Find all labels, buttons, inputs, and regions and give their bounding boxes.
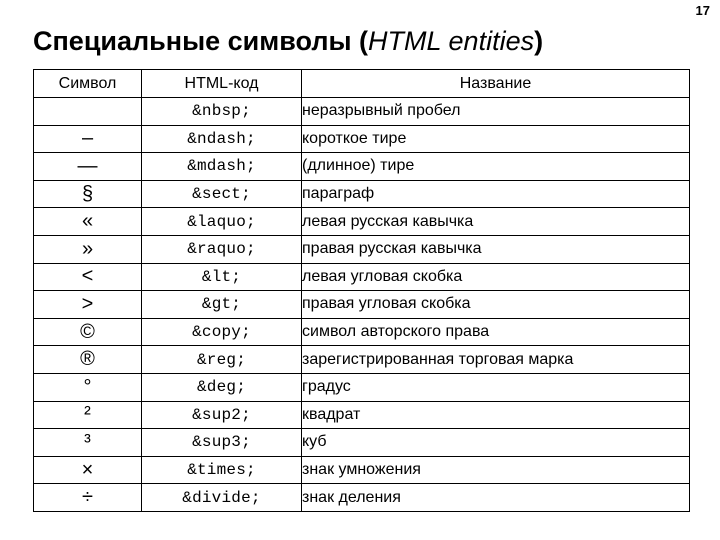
table-row <box>34 484 690 512</box>
symbol-cell: ² <box>34 401 142 429</box>
table-row <box>34 373 690 401</box>
name-cell: квадрат <box>302 401 690 429</box>
code-cell: &sup2; <box>142 401 302 429</box>
name-cell: короткое тире <box>302 125 690 153</box>
symbol-cell <box>34 98 142 126</box>
code-cell: &sect; <box>142 180 302 208</box>
table-row <box>34 346 690 374</box>
name-cell: знак деления <box>302 484 690 512</box>
name-cell: левая русская кавычка <box>302 208 690 236</box>
symbol-cell: ® <box>34 346 142 374</box>
code-cell: &times; <box>142 456 302 484</box>
code-cell: &divide; <box>142 484 302 512</box>
code-cell: &raquo; <box>142 235 302 263</box>
name-cell: символ авторского права <box>302 318 690 346</box>
name-cell: параграф <box>302 180 690 208</box>
symbol-cell: > <box>34 291 142 319</box>
title-paren-close: ) <box>534 26 544 56</box>
name-cell: неразрывный пробел <box>302 98 690 126</box>
symbol-cell: ³ <box>34 429 142 457</box>
table-row <box>34 153 690 181</box>
code-cell: &gt; <box>142 291 302 319</box>
code-cell: &nbsp; <box>142 98 302 126</box>
symbol-cell: — <box>34 153 142 181</box>
table-row <box>34 263 690 291</box>
table-row <box>34 429 690 457</box>
code-cell: &ndash; <box>142 125 302 153</box>
table-row <box>34 291 690 319</box>
header-symbol: Символ <box>34 70 142 98</box>
code-cell: &lt; <box>142 263 302 291</box>
page-number: 17 <box>695 3 710 18</box>
code-cell: &laquo; <box>142 208 302 236</box>
name-cell: знак умножения <box>302 456 690 484</box>
table-row <box>34 208 690 236</box>
symbol-cell: ÷ <box>34 484 142 512</box>
header-html-code: HTML-код <box>142 70 302 98</box>
symbol-cell: – <box>34 125 142 153</box>
name-cell: зарегистрированная торговая марка <box>302 346 690 374</box>
title-main: Специальные символы <box>33 26 352 56</box>
symbol-cell: » <box>34 235 142 263</box>
symbol-cell: × <box>34 456 142 484</box>
table-row <box>34 235 690 263</box>
title-italic: HTML entities <box>368 26 535 56</box>
name-cell: правая русская кавычка <box>302 235 690 263</box>
symbol-cell: © <box>34 318 142 346</box>
entities-table <box>33 69 690 512</box>
table-row <box>34 98 690 126</box>
code-cell: &copy; <box>142 318 302 346</box>
code-cell: &sup3; <box>142 429 302 457</box>
symbol-cell: < <box>34 263 142 291</box>
table-row <box>34 401 690 429</box>
name-cell: левая угловая скобка <box>302 263 690 291</box>
table-row <box>34 318 690 346</box>
name-cell: куб <box>302 429 690 457</box>
name-cell: градус <box>302 373 690 401</box>
name-cell: (длинное) тире <box>302 153 690 181</box>
code-cell: &reg; <box>142 346 302 374</box>
name-cell: правая угловая скобка <box>302 291 690 319</box>
title-paren-open: ( <box>351 26 369 56</box>
table-row <box>34 456 690 484</box>
symbol-cell: « <box>34 208 142 236</box>
symbol-cell: § <box>34 180 142 208</box>
header-name: Название <box>302 70 690 98</box>
code-cell: &deg; <box>142 373 302 401</box>
slide-title <box>33 26 543 57</box>
table-header-row <box>34 70 690 98</box>
table-row <box>34 125 690 153</box>
symbol-cell: ° <box>34 373 142 401</box>
table-row <box>34 180 690 208</box>
code-cell: &mdash; <box>142 153 302 181</box>
